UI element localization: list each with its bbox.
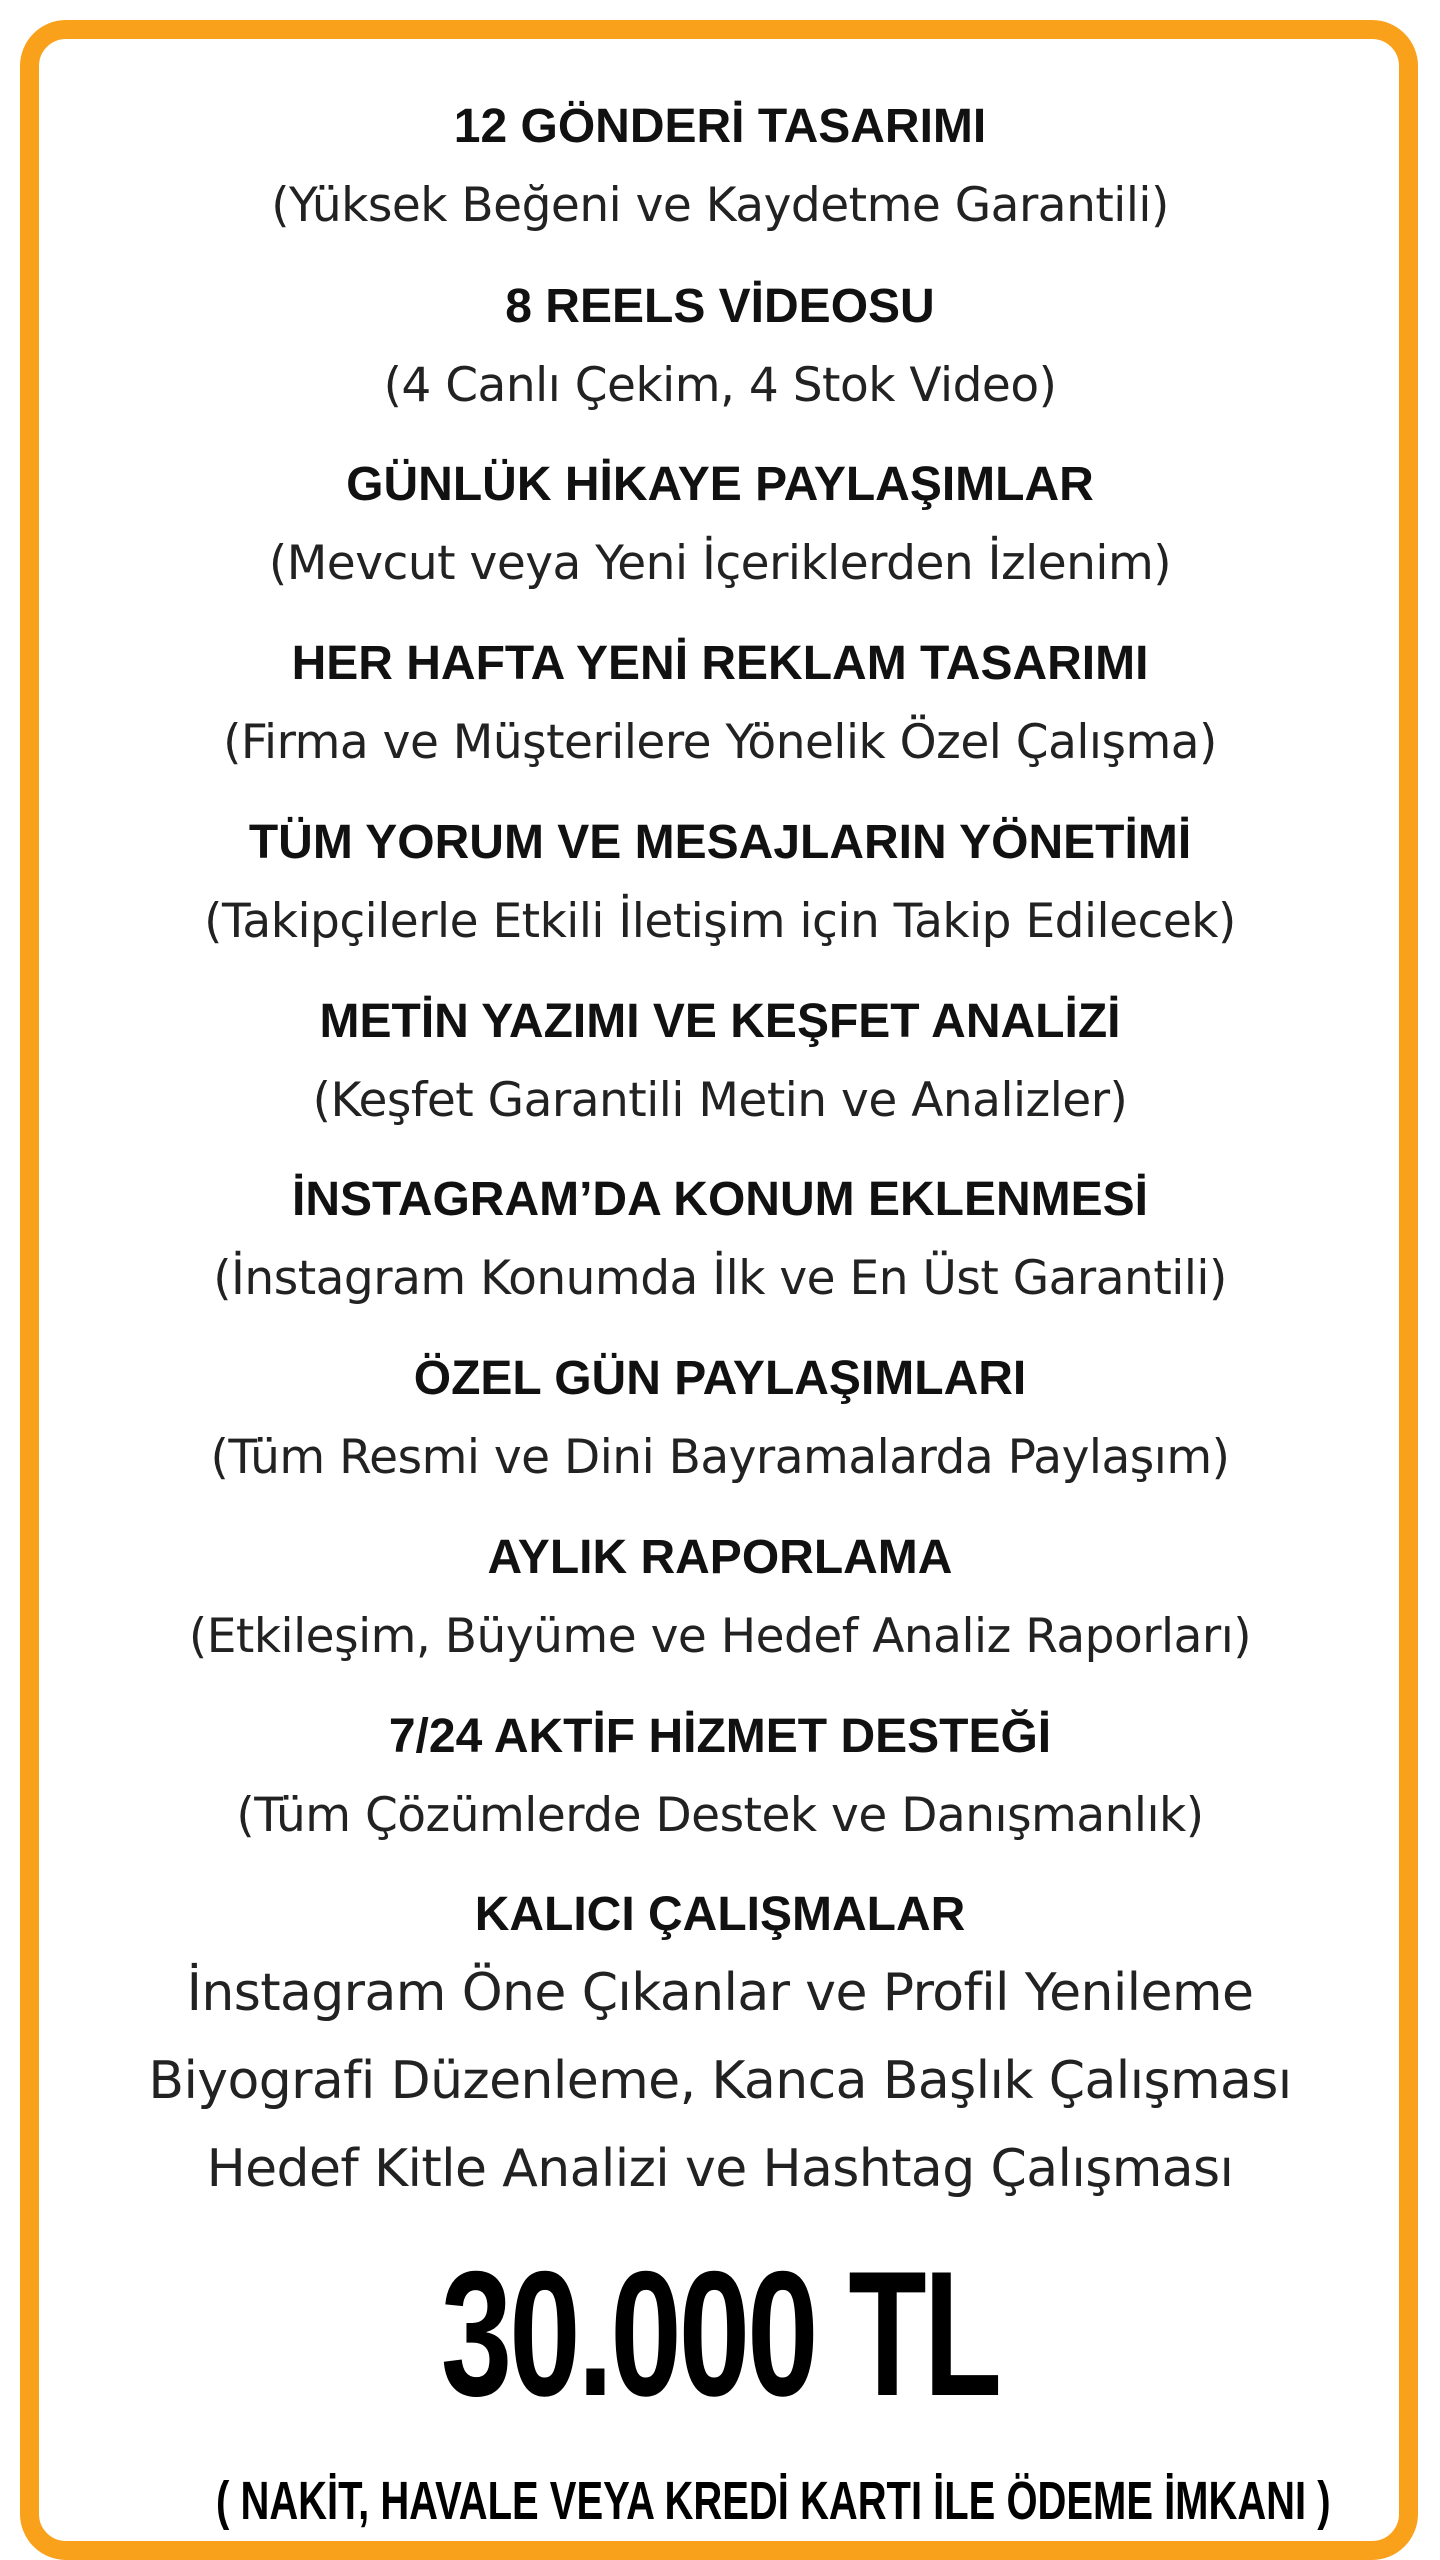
service-title: AYLIK RAPORLAMA [487,1531,953,1584]
service-item [39,1530,1401,1666]
service-subtitle: (Mevcut veya Yeni İçeriklerden İzlenim) [268,536,1172,591]
service-item [39,994,1401,1130]
permanent-works-line: İnstagram Öne Çıkanlar ve Profil Yenileme [186,1963,1254,2023]
service-subtitle: (Tüm Çözümlerde Destek ve Danışmanlık) [236,1788,1204,1843]
service-title: TÜM YORUM VE MESAJLARIN YÖNETİMİ [248,816,1192,869]
permanent-works-line: Hedef Kitle Analizi ve Hashtag Çalışması [206,2139,1234,2199]
service-title: GÜNLÜK HİKAYE PAYLAŞIMLAR [346,458,1094,511]
service-title: İNSTAGRAM’DA KONUM EKLENMESİ [292,1173,1148,1226]
service-item [39,636,1401,772]
service-title: METİN YAZIMI VE KEŞFET ANALİZİ [319,995,1121,1048]
permanent-works [39,1887,1401,2199]
service-item [39,815,1401,951]
service-subtitle: (Firma ve Müşterilere Yönelik Özel Çalışma) [223,715,1217,770]
service-subtitle: (Etkileşim, Büyüme ve Hedef Analiz Raporları) [188,1609,1252,1664]
service-item [39,99,1401,235]
service-subtitle: (İnstagram Konumda İlk ve En Üst Garantili) [213,1251,1227,1306]
price-amount: 30.000 TL [440,2234,1000,2433]
service-item [39,1351,1401,1487]
service-title: 8 REELS VİDEOSU [505,280,935,333]
service-item [39,279,1401,415]
service-title: 12 GÖNDERİ TASARIMI [453,100,987,153]
service-title: 7/24 AKTİF HİZMET DESTEĞİ [388,1710,1052,1763]
service-title: HER HAFTA YENİ REKLAM TASARIMI [291,637,1149,690]
service-subtitle: (Yüksek Beğeni ve Kaydetme Garantili) [271,178,1169,233]
payment-note: ( NAKİT, HAVALE VEYA KREDİ KARTI İLE ÖDEME İMKANI ) [216,2471,1331,2531]
service-subtitle: (Tüm Resmi ve Dini Bayramalarda Paylaşım) [210,1430,1230,1485]
service-item [39,1709,1401,1845]
permanent-works-title: KALICI ÇALIŞMALAR [474,1888,966,1941]
service-subtitle: (Keşfet Garantili Metin ve Analizler) [312,1073,1128,1128]
permanent-works-line: Biyografi Düzenleme, Kanca Başlık Çalışması [148,2051,1292,2111]
service-title: ÖZEL GÜN PAYLAŞIMLARI [413,1352,1027,1405]
service-item [39,1172,1401,1308]
service-subtitle: (4 Canlı Çekim, 4 Stok Video) [383,358,1057,413]
service-item [39,457,1401,593]
service-subtitle: (Takipçilerle Etkili İletişim için Takip Edilecek) [204,894,1236,949]
